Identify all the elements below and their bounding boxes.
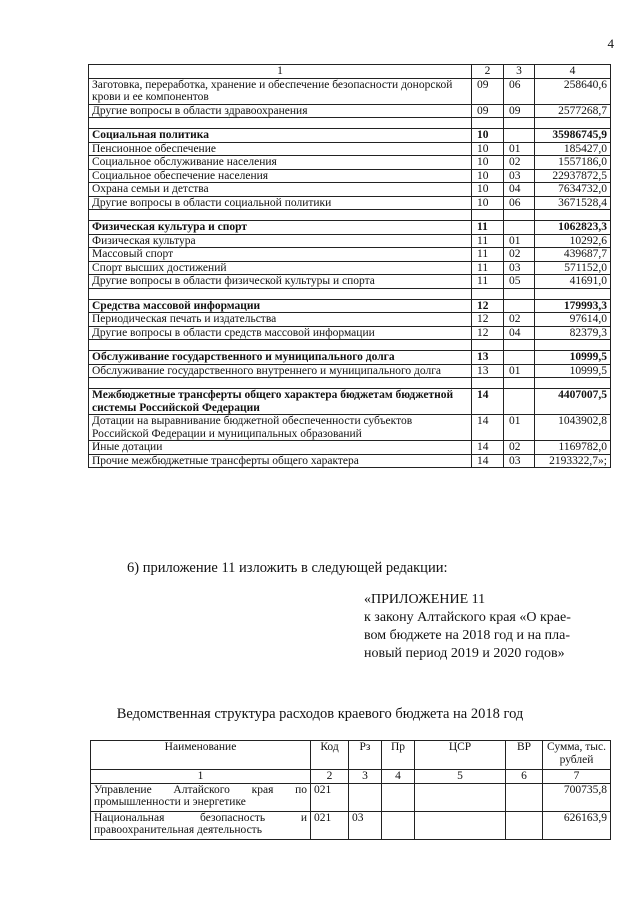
row-name: Обслуживание государственного и муниципального долга bbox=[89, 351, 472, 365]
row-pr: 06 bbox=[504, 78, 535, 104]
row-pr bbox=[504, 299, 535, 313]
row-rz: 12 bbox=[472, 299, 504, 313]
row-name: Социальное обеспечение населения bbox=[89, 169, 472, 183]
row-name: Дотации на выравнивание бюджетной обеспеченности субъектов Российской Федерации и муниципальных образований bbox=[89, 415, 472, 441]
row-name: Средства массовой информации bbox=[89, 299, 472, 313]
row-vr bbox=[506, 811, 543, 839]
column-number: 2 bbox=[311, 770, 349, 784]
row-vr bbox=[506, 783, 543, 811]
table-row bbox=[91, 783, 611, 811]
row-sum: 1043902,8 bbox=[535, 415, 611, 441]
spacer-cell bbox=[472, 210, 504, 221]
row-sum: 10999,5 bbox=[535, 364, 611, 378]
table-row bbox=[89, 183, 611, 197]
row-rz: 10 bbox=[472, 196, 504, 210]
row-rz: 10 bbox=[472, 169, 504, 183]
row-name: Пенсионное обеспечение bbox=[89, 142, 472, 156]
spacer-cell bbox=[504, 210, 535, 221]
row-pr bbox=[504, 389, 535, 415]
row-name: Другие вопросы в области физической культуры и спорта bbox=[89, 275, 472, 289]
section-total-row bbox=[89, 299, 611, 313]
row-name: Другие вопросы в области средств массовой информации bbox=[89, 326, 472, 340]
section-total-row bbox=[89, 351, 611, 365]
column-number: 4 bbox=[535, 65, 611, 79]
row-rz: 11 bbox=[472, 248, 504, 262]
spacer-row bbox=[89, 340, 611, 351]
column-number: 5 bbox=[415, 770, 506, 784]
spacer-cell bbox=[504, 288, 535, 299]
column-number-row bbox=[91, 770, 611, 784]
row-sum: 82379,3 bbox=[535, 326, 611, 340]
spacer-cell bbox=[472, 288, 504, 299]
appendix-line: к закону Алтайского края «О крае- bbox=[364, 610, 571, 625]
spacer-cell bbox=[89, 118, 472, 129]
row-pr: 04 bbox=[504, 326, 535, 340]
row-rz bbox=[349, 783, 382, 811]
row-name: Массовый спорт bbox=[89, 248, 472, 262]
header-cell-rz: Рз bbox=[349, 741, 382, 770]
row-sum: 10292,6 bbox=[535, 234, 611, 248]
row-rz: 09 bbox=[472, 78, 504, 104]
document-title: Ведомственная структура расходов краевого бюджета на 2018 год bbox=[116, 706, 524, 722]
table-row bbox=[89, 454, 611, 468]
row-csr bbox=[415, 811, 506, 839]
table-row bbox=[89, 313, 611, 327]
section-total-row bbox=[89, 389, 611, 415]
row-name: Межбюджетные трансферты общего характера бюджетам бюджетной системы Российской Федерации bbox=[89, 389, 472, 415]
page-number: 4 bbox=[607, 36, 614, 51]
row-rz: 14 bbox=[472, 454, 504, 468]
row-pr bbox=[504, 351, 535, 365]
row-name: Иные дотации bbox=[89, 441, 472, 455]
table-header-row bbox=[91, 741, 611, 770]
departmental-structure-table bbox=[90, 740, 611, 840]
spacer-cell bbox=[504, 340, 535, 351]
table-row bbox=[89, 441, 611, 455]
row-rz: 11 bbox=[472, 261, 504, 275]
row-name: Социальное обслуживание населения bbox=[89, 156, 472, 170]
column-number: 3 bbox=[349, 770, 382, 784]
spacer-cell bbox=[535, 340, 611, 351]
row-pr: 02 bbox=[504, 313, 535, 327]
header-cell-vr: ВР bbox=[506, 741, 543, 770]
spacer-cell bbox=[89, 378, 472, 389]
spacer-cell bbox=[504, 378, 535, 389]
row-rz: 11 bbox=[472, 221, 504, 235]
row-pr bbox=[382, 783, 415, 811]
row-name: Охрана семьи и детства bbox=[89, 183, 472, 197]
row-rz: 12 bbox=[472, 326, 504, 340]
row-sum: 22937872,5 bbox=[535, 169, 611, 183]
spacer-cell bbox=[89, 210, 472, 221]
table-row bbox=[89, 104, 611, 118]
row-pr: 02 bbox=[504, 248, 535, 262]
row-kod: 021 bbox=[311, 811, 349, 839]
table-row bbox=[89, 326, 611, 340]
row-sum: 185427,0 bbox=[535, 142, 611, 156]
column-number-row bbox=[89, 65, 611, 79]
row-sum: 2193322,7»; bbox=[535, 454, 611, 468]
row-sum: 41691,0 bbox=[535, 275, 611, 289]
row-sum: 571152,0 bbox=[535, 261, 611, 275]
row-name: Другие вопросы в области здравоохранения bbox=[89, 104, 472, 118]
row-sum: 258640,6 bbox=[535, 78, 611, 104]
row-name: Управление Алтайского края по промышленности и энергетике bbox=[91, 783, 311, 811]
row-rz: 09 bbox=[472, 104, 504, 118]
spacer-row bbox=[89, 118, 611, 129]
row-sum: 1062823,3 bbox=[535, 221, 611, 235]
row-rz: 11 bbox=[472, 275, 504, 289]
column-number: 6 bbox=[506, 770, 543, 784]
row-pr: 01 bbox=[504, 364, 535, 378]
row-rz: 10 bbox=[472, 156, 504, 170]
row-sum: 4407007,5 bbox=[535, 389, 611, 415]
row-pr: 03 bbox=[504, 261, 535, 275]
row-name: Физическая культура bbox=[89, 234, 472, 248]
table-row bbox=[89, 156, 611, 170]
row-pr: 04 bbox=[504, 183, 535, 197]
row-pr: 09 bbox=[504, 104, 535, 118]
row-pr: 06 bbox=[504, 196, 535, 210]
row-pr: 05 bbox=[504, 275, 535, 289]
row-name: Физическая культура и спорт bbox=[89, 221, 472, 235]
section-total-row bbox=[89, 221, 611, 235]
spacer-cell bbox=[504, 118, 535, 129]
spacer-cell bbox=[89, 340, 472, 351]
spacer-cell bbox=[535, 378, 611, 389]
row-rz: 13 bbox=[472, 351, 504, 365]
row-name: Социальная политика bbox=[89, 129, 472, 143]
column-number: 1 bbox=[89, 65, 472, 79]
row-pr: 03 bbox=[504, 169, 535, 183]
row-sum: 3671528,4 bbox=[535, 196, 611, 210]
row-name: Заготовка, переработка, хранение и обеспечение безопасности донорской крови и ее компонентов bbox=[89, 78, 472, 104]
row-pr: 03 bbox=[504, 454, 535, 468]
table-row bbox=[89, 261, 611, 275]
row-rz: 10 bbox=[472, 183, 504, 197]
row-rz: 10 bbox=[472, 129, 504, 143]
spacer-row bbox=[89, 288, 611, 299]
row-rz: 03 bbox=[349, 811, 382, 839]
row-csr bbox=[415, 783, 506, 811]
row-sum: 626163,9 bbox=[543, 811, 611, 839]
row-rz: 12 bbox=[472, 313, 504, 327]
row-sum: 10999,5 bbox=[535, 351, 611, 365]
row-rz: 10 bbox=[472, 142, 504, 156]
table-row bbox=[91, 811, 611, 839]
row-rz: 11 bbox=[472, 234, 504, 248]
header-cell-pr: Пр bbox=[382, 741, 415, 770]
column-number: 2 bbox=[472, 65, 504, 79]
appendix-line: вом бюджете на 2018 год и на пла- bbox=[364, 628, 571, 643]
table-row bbox=[89, 364, 611, 378]
row-sum: 2577268,7 bbox=[535, 104, 611, 118]
table-row bbox=[89, 196, 611, 210]
appendix-line: новый период 2019 и 2020 годов» bbox=[364, 646, 565, 661]
spacer-cell bbox=[535, 288, 611, 299]
expenditure-table-sections bbox=[88, 64, 611, 468]
row-pr bbox=[504, 221, 535, 235]
row-pr: 02 bbox=[504, 156, 535, 170]
table-row bbox=[89, 275, 611, 289]
column-number: 3 bbox=[504, 65, 535, 79]
row-sum: 700735,8 bbox=[543, 783, 611, 811]
row-rz: 14 bbox=[472, 441, 504, 455]
spacer-cell bbox=[89, 288, 472, 299]
section-total-row bbox=[89, 129, 611, 143]
row-sum: 35986745,9 bbox=[535, 129, 611, 143]
header-cell-sum: Сумма, тыс. рублей bbox=[543, 741, 611, 770]
row-name: Обслуживание государственного внутреннего и муниципального долга bbox=[89, 364, 472, 378]
row-name: Периодическая печать и издательства bbox=[89, 313, 472, 327]
row-sum: 7634732,0 bbox=[535, 183, 611, 197]
table-row bbox=[89, 169, 611, 183]
appendix-line: «ПРИЛОЖЕНИЕ 11 bbox=[364, 592, 486, 607]
spacer-cell bbox=[535, 210, 611, 221]
row-sum: 179993,3 bbox=[535, 299, 611, 313]
spacer-row bbox=[89, 210, 611, 221]
row-sum: 97614,0 bbox=[535, 313, 611, 327]
column-number: 7 bbox=[543, 770, 611, 784]
row-pr: 01 bbox=[504, 415, 535, 441]
column-number: 1 bbox=[91, 770, 311, 784]
table-row bbox=[89, 234, 611, 248]
row-name: Спорт высших достижений bbox=[89, 261, 472, 275]
table-row bbox=[89, 142, 611, 156]
spacer-cell bbox=[535, 118, 611, 129]
row-sum: 439687,7 bbox=[535, 248, 611, 262]
spacer-row bbox=[89, 378, 611, 389]
row-sum: 1557186,0 bbox=[535, 156, 611, 170]
table-row bbox=[89, 248, 611, 262]
row-sum: 1169782,0 bbox=[535, 441, 611, 455]
row-name: Национальная безопасность и правоохранительная деятельность bbox=[91, 811, 311, 839]
spacer-cell bbox=[472, 340, 504, 351]
appendix-heading bbox=[364, 591, 610, 663]
row-name: Прочие межбюджетные трансферты общего характера bbox=[89, 454, 472, 468]
table-row bbox=[89, 415, 611, 441]
header-cell-csr: ЦСР bbox=[415, 741, 506, 770]
row-kod: 021 bbox=[311, 783, 349, 811]
row-rz: 14 bbox=[472, 415, 504, 441]
row-pr: 02 bbox=[504, 441, 535, 455]
row-name: Другие вопросы в области социальной политики bbox=[89, 196, 472, 210]
spacer-cell bbox=[472, 378, 504, 389]
table-row bbox=[89, 78, 611, 104]
column-number: 4 bbox=[382, 770, 415, 784]
row-pr bbox=[382, 811, 415, 839]
amendment-paragraph: 6) приложение 11 изложить в следующей редакции: bbox=[127, 560, 448, 576]
header-cell-name: Наименование bbox=[91, 741, 311, 770]
row-pr bbox=[504, 129, 535, 143]
spacer-cell bbox=[472, 118, 504, 129]
row-pr: 01 bbox=[504, 142, 535, 156]
row-rz: 13 bbox=[472, 364, 504, 378]
header-cell-kod: Код bbox=[311, 741, 349, 770]
row-pr: 01 bbox=[504, 234, 535, 248]
row-rz: 14 bbox=[472, 389, 504, 415]
